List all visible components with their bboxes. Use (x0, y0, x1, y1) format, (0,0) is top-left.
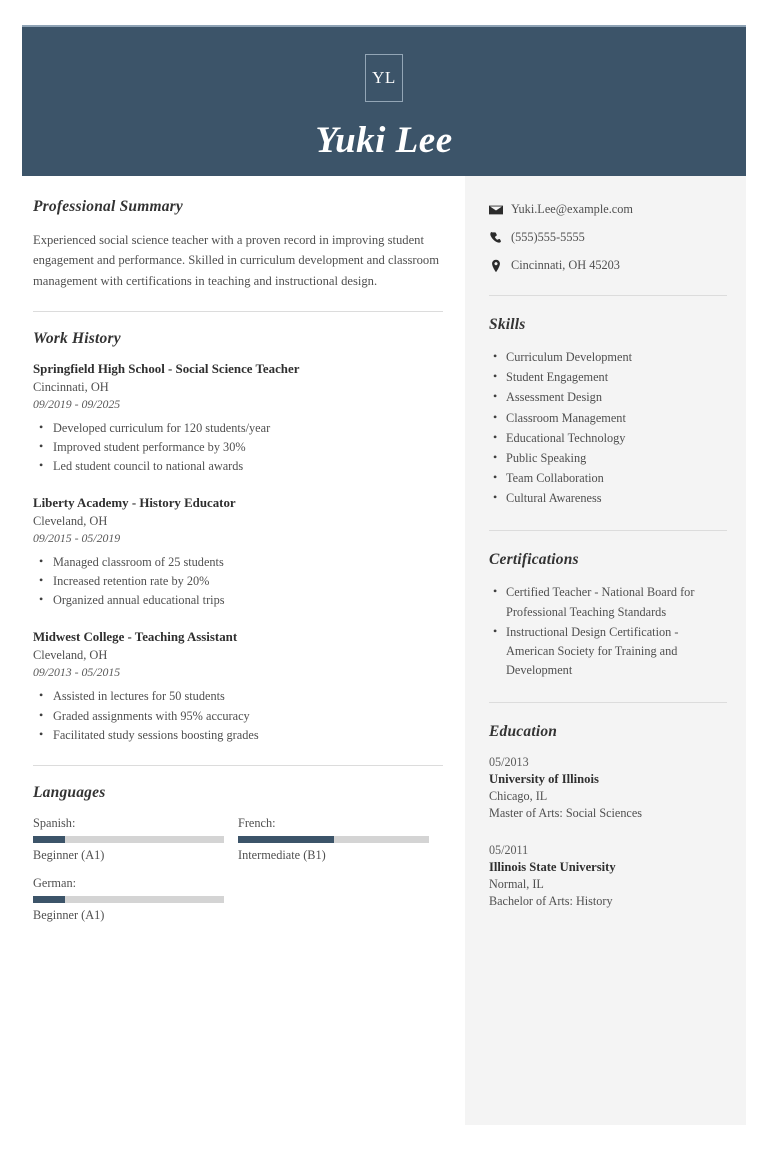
skill-item: • Cultural Awareness (506, 489, 727, 508)
skill-item: • Student Engagement (506, 368, 727, 387)
job-title: Midwest College - Teaching Assistant (33, 630, 238, 645)
sidebar-column (465, 176, 746, 1125)
summary-text: Experienced social science teacher with a proven record in improving student engagement and performance. Skilled in curriculum development and classroom management with certifications in teaching and instructional design. (33, 233, 440, 288)
divider (489, 702, 727, 703)
work-entry (33, 362, 443, 476)
job-location: Cleveland, OH (33, 648, 108, 663)
language-level: Intermediate (B1) (238, 847, 326, 862)
language-name: German: (33, 875, 77, 890)
divider (33, 765, 443, 766)
job-location: Cincinnati, OH (33, 380, 109, 395)
contact-phone[interactable]: (555)555-5555 (511, 230, 585, 244)
language-name: French: (238, 815, 276, 830)
job-bullet: • Assisted in lectures for 50 students (52, 687, 443, 706)
contact-row-location (489, 258, 727, 273)
job-bullet: • Managed classroom of 25 students (52, 553, 443, 572)
language-item (33, 816, 238, 863)
divider (489, 530, 727, 531)
section-education (489, 723, 727, 909)
divider (33, 311, 443, 312)
divider (489, 295, 727, 296)
certification-item: • Certified Teacher - National Board for Professional Teaching Standards (506, 583, 727, 621)
section-title-education: Education (489, 723, 558, 741)
section-title-certifications: Certifications (489, 551, 579, 569)
job-title: Liberty Academy - History Educator (33, 496, 236, 511)
job-bullet: • Graded assignments with 95% accuracy (52, 707, 443, 726)
job-dates: 09/2015 - 05/2019 (33, 531, 121, 546)
job-bullet: • Improved student performance by 30% (52, 438, 443, 457)
section-title-work-history: Work History (33, 330, 121, 348)
job-bullet: • Led student council to national awards (52, 457, 443, 476)
contact-row-phone (489, 230, 727, 245)
envelope-icon (489, 203, 511, 217)
section-title-languages: Languages (33, 783, 106, 801)
monogram-badge (365, 54, 403, 102)
job-location: Cleveland, OH (33, 514, 108, 529)
section-professional-summary (33, 198, 443, 291)
job-dates: 09/2013 - 05/2015 (33, 665, 121, 680)
language-proficiency-fill (238, 836, 334, 843)
job-bullets (33, 553, 443, 610)
language-level: Beginner (A1) (33, 907, 105, 922)
job-title: Springfield High School - Social Science Teacher (33, 362, 300, 377)
contact-location: Cincinnati, OH 45203 (511, 258, 620, 272)
education-entry (489, 843, 727, 909)
education-date: 05/2013 (489, 755, 529, 770)
section-title-skills: Skills (489, 316, 526, 333)
education-degree: Master of Arts: Social Sciences (489, 806, 642, 821)
job-bullet: • Facilitated study sessions boosting grades (52, 726, 443, 745)
skill-item: • Public Speaking (506, 449, 727, 468)
phone-icon (489, 231, 511, 245)
language-proficiency-bar (33, 836, 224, 843)
skill-item: • Curriculum Development (506, 348, 727, 367)
main-column (22, 176, 465, 1125)
section-work-history (33, 330, 443, 744)
skill-item: • Team Collaboration (506, 469, 727, 488)
certifications-list (489, 583, 727, 680)
monogram-initials: YL (372, 68, 396, 87)
language-proficiency-fill (33, 836, 65, 843)
skill-item: • Classroom Management (506, 409, 727, 428)
section-title-summary: Professional Summary (33, 198, 183, 215)
certification-item: • Instructional Design Certification - American Society for Training and Development (506, 623, 727, 681)
section-skills (489, 316, 727, 508)
candidate-name: Yuki Lee (315, 120, 453, 161)
resume-body (22, 176, 746, 1125)
language-level: Beginner (A1) (33, 847, 105, 862)
language-item (33, 876, 238, 923)
education-entry (489, 755, 727, 821)
education-location: Normal, IL (489, 877, 544, 892)
contact-email[interactable]: Yuki.Lee@example.com (511, 202, 633, 216)
languages-grid (33, 816, 443, 936)
education-date: 05/2011 (489, 843, 529, 858)
contact-row-email (489, 202, 727, 217)
section-contact (489, 202, 727, 273)
education-degree: Bachelor of Arts: History (489, 894, 613, 909)
map-pin-icon (489, 259, 511, 273)
job-bullet: • Organized annual educational trips (52, 591, 443, 610)
language-proficiency-fill (33, 896, 65, 903)
job-bullet: • Developed curriculum for 120 students/year (52, 419, 443, 438)
skill-item: • Educational Technology (506, 429, 727, 448)
job-bullets (33, 419, 443, 476)
education-location: Chicago, IL (489, 789, 548, 804)
job-dates: 09/2019 - 09/2025 (33, 397, 121, 412)
section-certifications (489, 551, 727, 680)
skills-list (489, 348, 727, 508)
education-school: Illinois State University (489, 860, 616, 875)
skill-item: • Assessment Design (506, 388, 727, 407)
section-languages (33, 784, 443, 936)
education-school: University of Illinois (489, 772, 599, 787)
work-entry (33, 630, 443, 744)
language-item (238, 816, 443, 863)
resume-page (22, 25, 746, 1125)
language-proficiency-bar (238, 836, 429, 843)
language-proficiency-bar (33, 896, 224, 903)
language-name: Spanish: (33, 815, 76, 830)
job-bullets (33, 687, 443, 744)
job-bullet: • Increased retention rate by 20% (52, 572, 443, 591)
work-entry (33, 496, 443, 610)
resume-header (22, 25, 746, 176)
